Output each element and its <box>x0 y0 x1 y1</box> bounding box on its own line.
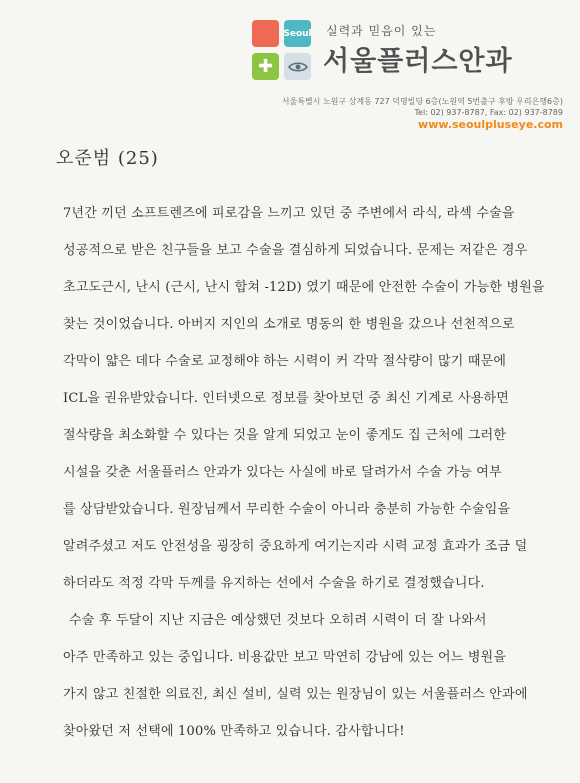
clinic-name: 서울플러스안과 <box>323 46 513 77</box>
logo-tile-seoul: Seoul <box>284 20 311 47</box>
letter-line-5: 각막이 얇은 데다 수술로 교정해야 하는 시력이 커 각막 절삭량이 많기 때문에 <box>63 354 507 369</box>
letter-line-10: 알려주셨고 저도 안전성을 굉장히 중요하게 여기는지라 시력 교정 효과가 조금 덜 <box>63 539 528 554</box>
letter-line-8: 시설을 갖춘 서울플러스 안과가 있다는 사실에 바로 달려가서 수술 가능 여부 <box>63 465 502 480</box>
letter-line-7: 절삭량을 최소화할 수 있다는 것을 알게 되었고 눈이 좋게도 집 근처에 그러한 <box>63 428 507 443</box>
clinic-phone: Tel: 02) 937-8787, Fax: 02) 937-8789 <box>414 108 563 117</box>
clinic-website: www.seoulpluseye.com <box>418 118 563 131</box>
eye-icon <box>284 53 311 80</box>
letter-line-12: 수술 후 두달이 지난 지금은 예상했던 것보다 오히려 시력이 더 잘 나와서 <box>69 613 487 628</box>
clinic-tagline: 실력과 믿음이 있는 <box>326 24 437 38</box>
clinic-logo <box>252 20 312 82</box>
letter-line-6: ICL을 권유받았습니다. 인터넷으로 정보를 찾아보던 중 최신 기계로 사용하면 <box>63 391 510 406</box>
letter-line-2: 성공적으로 받은 친구들을 보고 수술을 결심하게 되었습니다. 문제는 저같은 경우 <box>63 243 528 258</box>
letter-line-3: 초고도근시, 난시 (근시, 난시 합쳐 -12D) 였기 때문에 안전한 수술이 가능한 병원을 <box>63 280 545 295</box>
letter-line-4: 찾는 것이었습니다. 아버지 지인의 소개로 명동의 한 병원을 갔으나 선천적으로 <box>63 317 515 332</box>
letter-line-1: 7년간 끼던 소프트렌즈에 피로감을 느끼고 있던 중 주변에서 라식, 라섹 수술을 <box>63 206 515 221</box>
letterhead <box>0 0 580 140</box>
clinic-address: 서울특별시 노원구 상계동 727 덕명빌딩 6층(노원역 5번출구 후방 우리은행6층) <box>281 97 563 106</box>
logo-tile-red <box>252 20 279 47</box>
plus-icon: ✚ <box>252 53 279 80</box>
letter-line-9: 를 상담받았습니다. 원장님께서 무리한 수술이 아니라 충분히 가능한 수술임을 <box>63 502 511 517</box>
letter-line-14: 가지 않고 친절한 의료진, 최신 설비, 실력 있는 원장님이 있는 서울플러스 안과에 <box>63 687 528 702</box>
letter-line-15: 찾아왔던 저 선택에 100% 만족하고 있습니다. 감사합니다! <box>63 724 405 739</box>
letter-author: 오준범 (25) <box>56 148 159 169</box>
letter-line-11: 하더라도 적정 각막 두께를 유지하는 선에서 수술을 하기로 결정했습니다. <box>63 576 485 591</box>
letter-line-13: 아주 만족하고 있는 중입니다. 비용값만 보고 막연히 강남에 있는 어느 병원을 <box>63 650 507 665</box>
